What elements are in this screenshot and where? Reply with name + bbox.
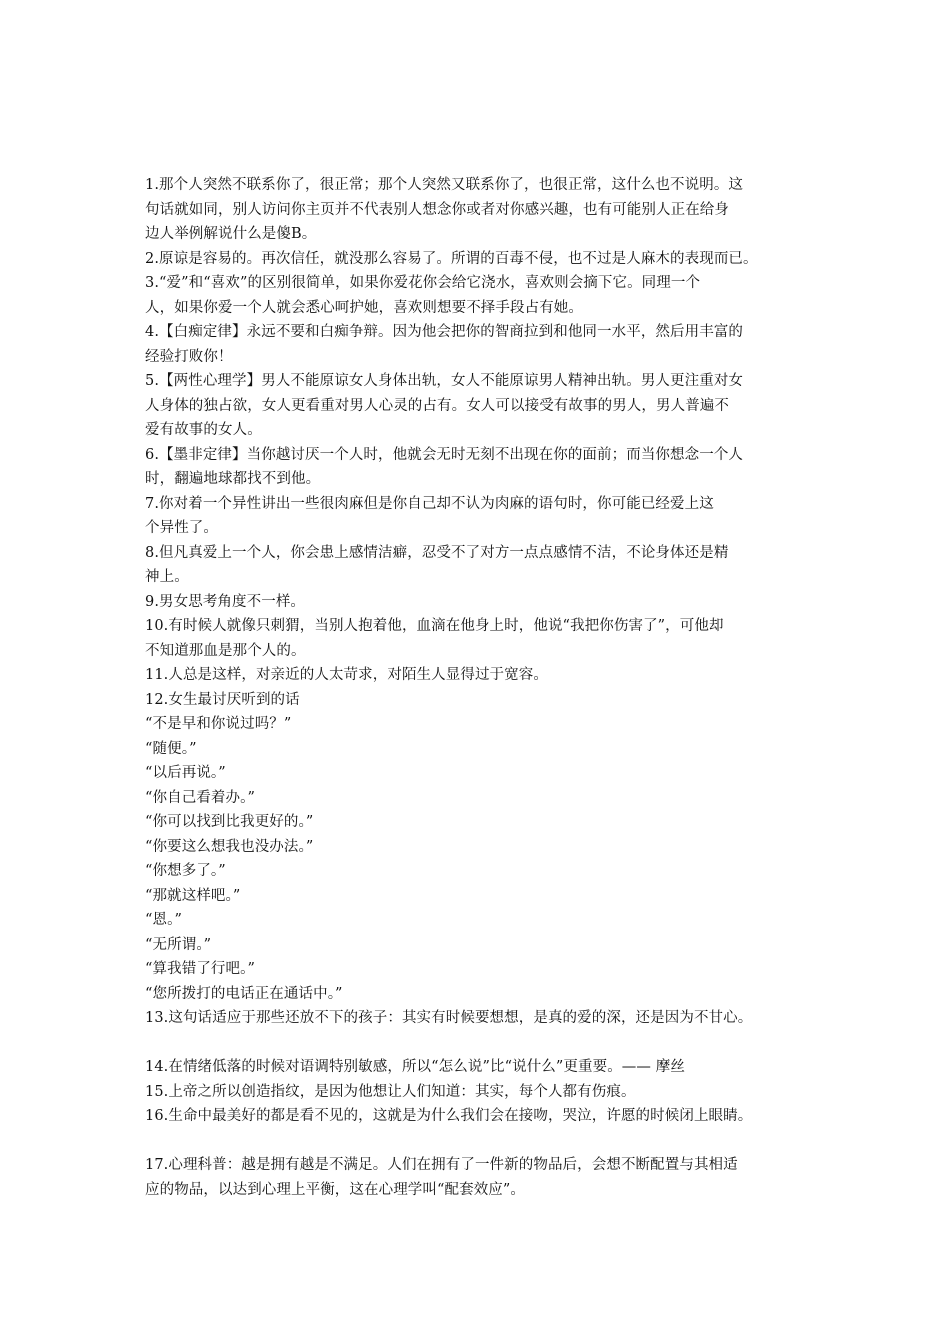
text-line: 11.人总是这样，对亲近的人太苛求，对陌生人显得过于宽容。 xyxy=(145,667,548,683)
text-line: 个异性了。 xyxy=(145,520,218,536)
text-line: 9.男女思考角度不一样。 xyxy=(145,593,306,610)
text-line: 7.你对着一个异性讲出一些很肉麻但是你自己却不认为肉麻的语句时，你可能已经爱上这 xyxy=(145,495,714,512)
document-body xyxy=(145,173,825,1202)
text-line: 6.【墨非定律】当你越讨厌一个人时，他就会无时无刻不出现在你的面前；而当你想念一个人 xyxy=(145,446,744,463)
text-line: 13.这句话适应于那些还放不下的孩子：其实有时候要想想，是真的爱的深，还是因为不甘心。 xyxy=(145,1010,753,1026)
text-line: 应的物品，以达到心理上平衡，这在心理学叫“配套效应”。 xyxy=(145,1181,526,1198)
text-line: 句话就如同，别人访问你主页并不代表别人想念你或者对你感兴趣，也有可能别人正在给身 xyxy=(145,201,729,218)
quote-line: “不是早和你说过吗？” xyxy=(145,716,292,732)
quote-line: “你自己看着办。” xyxy=(145,789,255,806)
blank-line xyxy=(145,1129,825,1154)
text-line: 12.女生最讨厌听到的话 xyxy=(145,691,300,708)
quote-line: “随便。” xyxy=(145,740,197,757)
text-line: 1.那个人突然不联系你了，很正常；那个人突然又联系你了，也很正常，这什么也不说明。这 xyxy=(145,177,744,193)
text-line: 15.上帝之所以创造指纹，是因为他想让人们知道：其实，每个人都有伤痕。 xyxy=(145,1083,636,1100)
quote-line: “您所拨打的电话正在通话中。” xyxy=(145,985,343,1002)
quote-line: “恩。” xyxy=(145,912,182,928)
text-line: 时，翻遍地球都找不到他。 xyxy=(145,471,321,487)
text-line: 8.但凡真爱上一个人，你会患上感情洁癖，忍受不了对方一点点感情不洁，不论身体还是精 xyxy=(145,544,729,561)
text-line: 2.原谅是容易的。再次信任，就没那么容易了。所谓的百毒不侵，也不过是人麻木的表现而已。 xyxy=(145,250,758,267)
quote-line: “以后再说。” xyxy=(145,765,226,781)
quote-line: “你想多了。” xyxy=(145,863,226,879)
quote-line: “算我错了行吧。” xyxy=(145,961,255,977)
quote-line: “你要这么想我也没办法。” xyxy=(145,838,314,855)
text-line: 边人举例解说什么是傻B。 xyxy=(145,226,317,242)
text-line: 10.有时候人就像只刺猬，当别人抱着他，血滴在他身上时，他说“我把你伤害了”，可他却 xyxy=(145,618,724,634)
text-line: 5.【两性心理学】男人不能原谅女人身体出轨，女人不能原谅男人精神出轨。男人更注重对女 xyxy=(145,373,744,389)
quote-line: “无所谓。” xyxy=(145,936,212,953)
quote-line: “那就这样吧。” xyxy=(145,887,241,904)
text-line: 16.生命中最美好的都是看不见的，这就是为什么我们会在接吻，哭泣，许愿的时候闭上眼睛。 xyxy=(145,1108,753,1124)
blank-line xyxy=(145,1031,825,1056)
text-line: 14.在情绪低落的时候对语调特别敏感，所以“怎么说”比“说什么”更重要。—— 摩丝 xyxy=(145,1059,685,1075)
text-line: 4.【白痴定律】永远不要和白痴争辩。因为他会把你的智商拉到和他同一水平，然后用丰富的 xyxy=(145,324,744,340)
text-line: 人，如果你爱一个人就会悉心呵护她，喜欢则想要不择手段占有她。 xyxy=(145,299,583,316)
text-line: 爱有故事的女人。 xyxy=(145,422,262,438)
text-line: 3.“爱”和“喜欢”的区别很简单，如果你爱花你会给它浇水，喜欢则会摘下它。同理一个 xyxy=(145,275,701,291)
text-line: 17.心理科普：越是拥有越是不满足。人们在拥有了一件新的物品后，会想不断配置与其相适 xyxy=(145,1157,738,1173)
text-line: 人身体的独占欲，女人更看重对男人心灵的占有。女人可以接受有故事的男人，男人普遍不 xyxy=(145,397,729,414)
text-line: 经验打败你！ xyxy=(145,348,233,365)
quote-line: “你可以找到比我更好的。” xyxy=(145,814,314,830)
text-line: 神上。 xyxy=(145,569,189,585)
text-line: 不知道那血是那个人的。 xyxy=(145,642,306,659)
